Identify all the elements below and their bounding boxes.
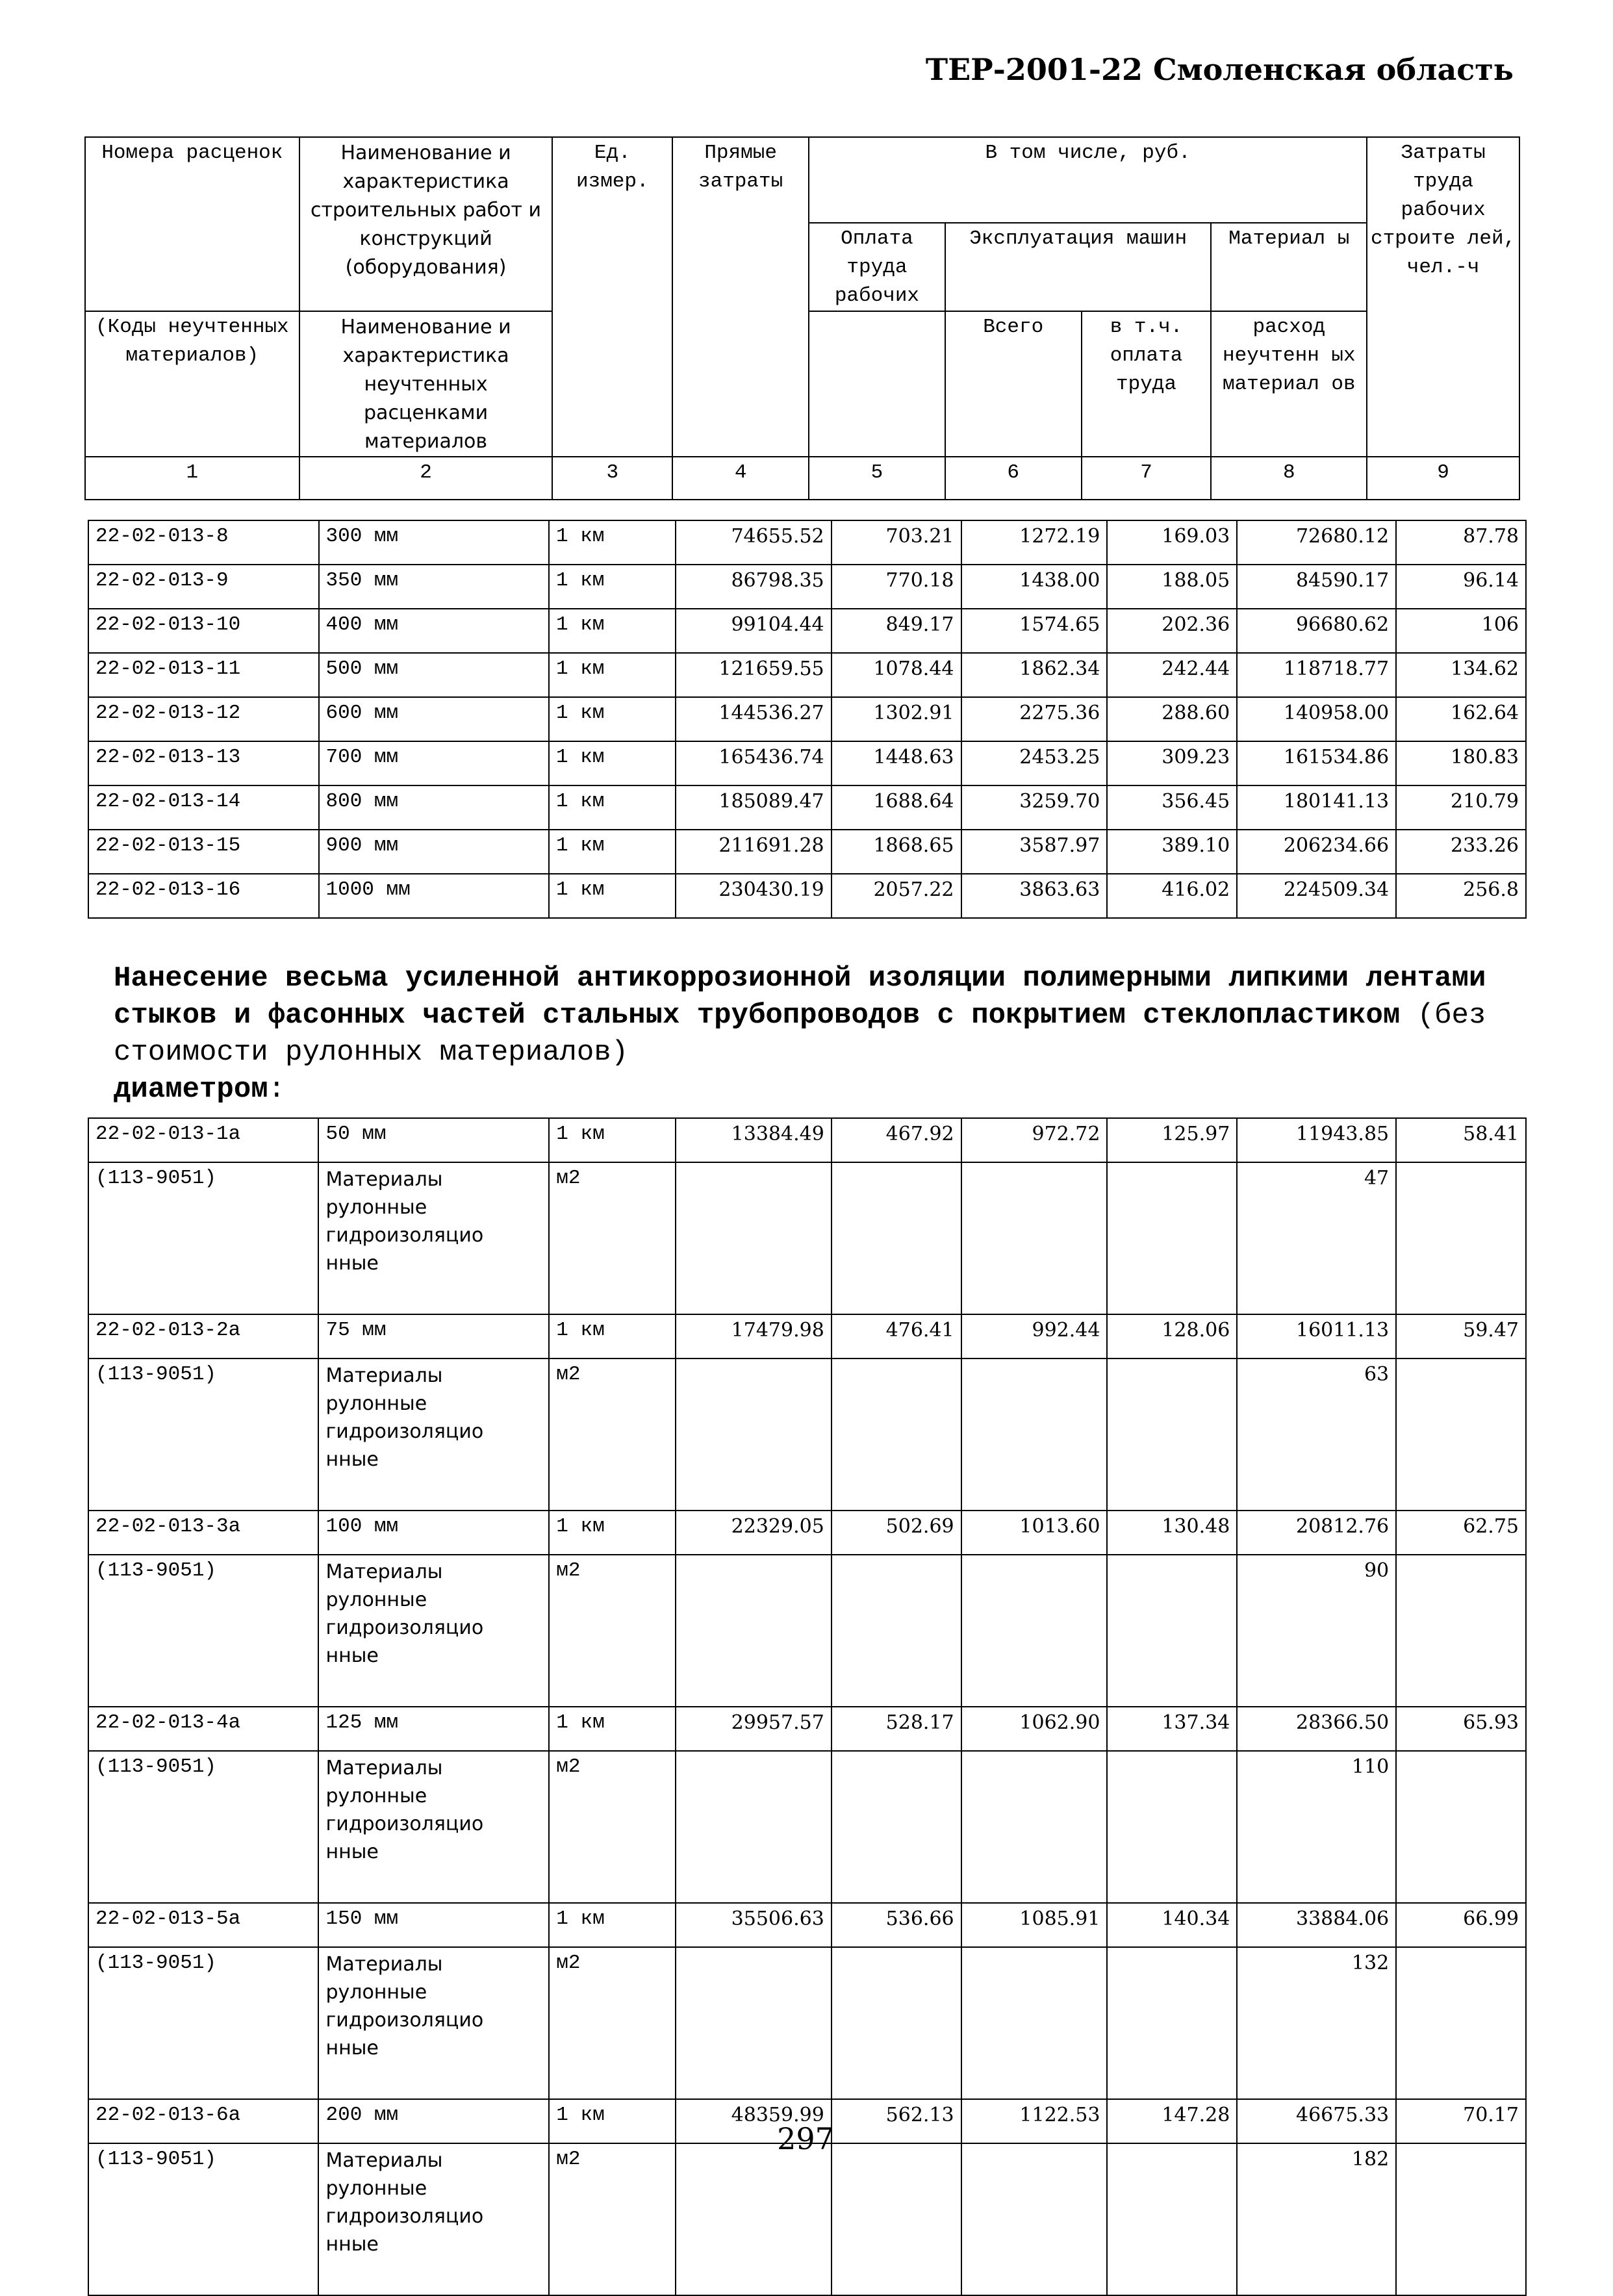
material-cost: 72680.12 — [1237, 520, 1396, 565]
labor-cost: 562.13 — [832, 2099, 961, 2143]
col-number: 4 — [672, 457, 809, 500]
rate-code: 22-02-013-1а — [88, 1118, 318, 1162]
material-cost: 96680.62 — [1237, 609, 1396, 653]
table-row — [88, 697, 1526, 741]
material-name: Материалы рулонные гидроизоляцио нные — [318, 2143, 549, 2295]
material-quantity: 182 — [1237, 2143, 1396, 2295]
empty-cell — [1107, 1947, 1237, 2099]
empty-cell — [676, 2143, 832, 2295]
section-heading — [114, 960, 1491, 1108]
machine-labor-cost: 125.97 — [1107, 1118, 1237, 1162]
col-number: 8 — [1211, 457, 1367, 500]
empty-cell — [832, 1751, 961, 1903]
rate-code: 22-02-013-10 — [88, 609, 319, 653]
table-row — [88, 785, 1526, 830]
unit: 1 км — [549, 1314, 676, 1358]
machine-labor-cost: 389.10 — [1107, 830, 1237, 874]
material-quantity: 132 — [1237, 1947, 1396, 2099]
section-heading-end: диаметром — [114, 1073, 268, 1106]
material-cost: 28366.50 — [1237, 1707, 1396, 1751]
empty-cell — [1107, 1162, 1237, 1314]
labor-cost: 467.92 — [832, 1118, 961, 1162]
material-code: (113-9051) — [88, 1358, 318, 1511]
direct-cost: 35506.63 — [676, 1903, 832, 1947]
table-row — [88, 1903, 1526, 1947]
empty-cell — [676, 1555, 832, 1707]
material-cost: 180141.13 — [1237, 785, 1396, 830]
material-code: (113-9051) — [88, 1555, 318, 1707]
machine-cost: 1438.00 — [961, 565, 1108, 609]
work-name: 600 мм — [319, 697, 550, 741]
material-unit: м2 — [549, 1358, 676, 1511]
table-row — [88, 609, 1526, 653]
rate-code: 22-02-013-3а — [88, 1511, 318, 1555]
labor-cost: 2057.22 — [832, 874, 961, 918]
material-cost: 140958.00 — [1237, 697, 1396, 741]
empty-cell — [1396, 1751, 1526, 1903]
machine-labor-cost: 188.05 — [1107, 565, 1237, 609]
labor-hours: 96.14 — [1396, 565, 1526, 609]
unit: 1 км — [549, 565, 676, 609]
empty-cell — [961, 1555, 1108, 1707]
table-row — [88, 565, 1526, 609]
table-row — [88, 741, 1526, 785]
col-number: 2 — [299, 457, 553, 500]
empty-cell — [676, 1162, 832, 1314]
direct-cost: 211691.28 — [676, 830, 832, 874]
section-heading-note: (без стоимости рулонных материалов) — [114, 999, 1486, 1069]
machine-cost: 1013.60 — [961, 1511, 1108, 1555]
material-unit: м2 — [549, 1751, 676, 1903]
direct-cost: 74655.52 — [676, 520, 832, 565]
labor-hours: 134.62 — [1396, 653, 1526, 697]
col67-header: Эксплуатация машин — [945, 223, 1212, 311]
rate-code: 22-02-013-9 — [88, 565, 319, 609]
work-name: 300 мм — [319, 520, 550, 565]
machine-cost: 992.44 — [961, 1314, 1108, 1358]
machine-labor-cost: 309.23 — [1107, 741, 1237, 785]
rate-code: 22-02-013-16 — [88, 874, 319, 918]
empty-cell — [961, 1358, 1108, 1511]
material-quantity: 63 — [1237, 1358, 1396, 1511]
material-cost: 161534.86 — [1237, 741, 1396, 785]
unit: 1 км — [549, 520, 676, 565]
machine-cost: 1574.65 — [961, 609, 1108, 653]
direct-cost: 48359.99 — [676, 2099, 832, 2143]
material-cost: 118718.77 — [1237, 653, 1396, 697]
labor-hours: 65.93 — [1396, 1707, 1526, 1751]
table-row — [88, 874, 1526, 918]
machine-labor-cost: 140.34 — [1107, 1903, 1237, 1947]
labor-hours: 256.8 — [1396, 874, 1526, 918]
machine-labor-cost: 242.44 — [1107, 653, 1237, 697]
col2-top-header: Наименование и характеристика строительных работ и конструкций (оборудования) — [299, 137, 553, 311]
col-number: 6 — [945, 457, 1082, 500]
direct-cost: 86798.35 — [676, 565, 832, 609]
col7-header: в т.ч. оплата труда — [1082, 311, 1212, 457]
machine-labor-cost: 169.03 — [1107, 520, 1237, 565]
rate-code: 22-02-013-8 — [88, 520, 319, 565]
labor-hours: 70.17 — [1396, 2099, 1526, 2143]
material-cost: 11943.85 — [1237, 1118, 1396, 1162]
machine-labor-cost: 288.60 — [1107, 697, 1237, 741]
machine-cost: 972.72 — [961, 1118, 1108, 1162]
material-name: Материалы рулонные гидроизоляцио нные — [318, 1751, 549, 1903]
work-name: 100 мм — [318, 1511, 549, 1555]
work-name: 125 мм — [318, 1707, 549, 1751]
empty-cell — [676, 1358, 832, 1511]
rate-code: 22-02-013-13 — [88, 741, 319, 785]
material-code: (113-9051) — [88, 1947, 318, 2099]
material-name: Материалы рулонные гидроизоляцио нные — [318, 1358, 549, 1511]
work-name: 800 мм — [319, 785, 550, 830]
unit: 1 км — [549, 874, 676, 918]
empty-cell — [676, 1947, 832, 2099]
empty-cell — [961, 1751, 1108, 1903]
labor-hours: 87.78 — [1396, 520, 1526, 565]
col6-header: Всего — [945, 311, 1082, 457]
table-row — [88, 1511, 1526, 1555]
direct-cost: 17479.98 — [676, 1314, 832, 1358]
col-number: 9 — [1367, 457, 1519, 500]
unit: 1 км — [549, 1707, 676, 1751]
material-unit: м2 — [549, 2143, 676, 2295]
work-name: 400 мм — [319, 609, 550, 653]
work-name: 1000 мм — [319, 874, 550, 918]
material-quantity: 110 — [1237, 1751, 1396, 1903]
direct-cost: 99104.44 — [676, 609, 832, 653]
labor-cost: 502.69 — [832, 1511, 961, 1555]
material-unit: м2 — [549, 1555, 676, 1707]
direct-cost: 29957.57 — [676, 1707, 832, 1751]
machine-cost: 1272.19 — [961, 520, 1108, 565]
work-name: 50 мм — [318, 1118, 549, 1162]
unit: 1 км — [549, 1118, 676, 1162]
empty-cell — [1107, 1358, 1237, 1511]
empty-cell — [832, 1555, 961, 1707]
empty-cell — [832, 2143, 961, 2295]
labor-cost: 1688.64 — [832, 785, 961, 830]
direct-cost: 22329.05 — [676, 1511, 832, 1555]
unit: 1 км — [549, 609, 676, 653]
unit: 1 км — [549, 785, 676, 830]
material-quantity: 47 — [1237, 1162, 1396, 1314]
unit: 1 км — [549, 741, 676, 785]
col-number: 3 — [552, 457, 672, 500]
direct-cost: 13384.49 — [676, 1118, 832, 1162]
material-unit: м2 — [549, 1947, 676, 2099]
col8-top-header: Материал ы — [1211, 223, 1367, 311]
machine-cost: 2275.36 — [961, 697, 1108, 741]
direct-cost: 121659.55 — [676, 653, 832, 697]
empty-cell — [1396, 1947, 1526, 2099]
col-number: 1 — [85, 457, 299, 500]
machine-labor-cost: 137.34 — [1107, 1707, 1237, 1751]
direct-cost: 144536.27 — [676, 697, 832, 741]
section-heading-bold: Нанесение весьма усиленной антикоррозионной изоляции полимерными липкими лентами стыков и фасонных частей стальных трубопроводов с покрытием стеклопластиком — [114, 962, 1486, 1032]
labor-hours: 210.79 — [1396, 785, 1526, 830]
direct-cost: 165436.74 — [676, 741, 832, 785]
labor-hours: 59.47 — [1396, 1314, 1526, 1358]
unit: 1 км — [549, 653, 676, 697]
table-row — [88, 1707, 1526, 1751]
machine-cost: 1862.34 — [961, 653, 1108, 697]
material-code: (113-9051) — [88, 1162, 318, 1314]
machine-cost: 1122.53 — [961, 2099, 1108, 2143]
material-row — [88, 1751, 1526, 1903]
page-number: 297 — [777, 2121, 834, 2156]
labor-cost: 1448.63 — [832, 741, 961, 785]
section-heading-colon: : — [268, 1073, 286, 1106]
machine-cost: 1085.91 — [961, 1903, 1108, 1947]
labor-cost: 1078.44 — [832, 653, 961, 697]
material-name: Материалы рулонные гидроизоляцио нные — [318, 1162, 549, 1314]
material-row — [88, 1555, 1526, 1707]
col4-header: Прямые затраты — [672, 137, 809, 457]
labor-hours: 106 — [1396, 609, 1526, 653]
col5-blank — [809, 311, 945, 457]
empty-cell — [961, 1162, 1108, 1314]
machine-cost: 1062.90 — [961, 1707, 1108, 1751]
labor-hours: 62.75 — [1396, 1511, 1526, 1555]
material-cost: 20812.76 — [1237, 1511, 1396, 1555]
empty-cell — [832, 1947, 961, 2099]
material-cost: 224509.34 — [1237, 874, 1396, 918]
material-cost: 206234.66 — [1237, 830, 1396, 874]
material-row — [88, 1358, 1526, 1511]
material-unit: м2 — [549, 1162, 676, 1314]
material-cost: 84590.17 — [1237, 565, 1396, 609]
table-row — [88, 653, 1526, 697]
machine-labor-cost: 128.06 — [1107, 1314, 1237, 1358]
empty-cell — [961, 1947, 1108, 2099]
material-cost: 33884.06 — [1237, 1903, 1396, 1947]
labor-hours: 233.26 — [1396, 830, 1526, 874]
col1-top-header: Номера расценок — [85, 137, 299, 311]
group-header: В том числе, руб. — [809, 137, 1367, 223]
machine-labor-cost: 202.36 — [1107, 609, 1237, 653]
col8-bottom-header: расход неучтенн ых материал ов — [1211, 311, 1367, 457]
rate-code: 22-02-013-5а — [88, 1903, 318, 1947]
machine-labor-cost: 130.48 — [1107, 1511, 1237, 1555]
empty-cell — [1396, 2143, 1526, 2295]
empty-cell — [961, 2143, 1108, 2295]
material-row — [88, 2143, 1526, 2295]
machine-labor-cost: 416.02 — [1107, 874, 1237, 918]
empty-cell — [1396, 1358, 1526, 1511]
machine-cost: 3587.97 — [961, 830, 1108, 874]
table-row — [88, 830, 1526, 874]
rate-code: 22-02-013-14 — [88, 785, 319, 830]
unit: 1 км — [549, 830, 676, 874]
rate-code: 22-02-013-2а — [88, 1314, 318, 1358]
material-name: Материалы рулонные гидроизоляцио нные — [318, 1555, 549, 1707]
table-row — [88, 520, 1526, 565]
labor-hours: 162.64 — [1396, 697, 1526, 741]
work-name: 700 мм — [319, 741, 550, 785]
material-code: (113-9051) — [88, 2143, 318, 2295]
machine-cost: 3863.63 — [961, 874, 1108, 918]
work-name: 350 мм — [319, 565, 550, 609]
page-title: ТЕР-2001-22 Смоленская область — [925, 52, 1514, 87]
rate-code: 22-02-013-15 — [88, 830, 319, 874]
work-name: 75 мм — [318, 1314, 549, 1358]
table-row — [88, 1118, 1526, 1162]
labor-hours: 58.41 — [1396, 1118, 1526, 1162]
work-name: 200 мм — [318, 2099, 549, 2143]
unit: 1 км — [549, 697, 676, 741]
work-name: 150 мм — [318, 1903, 549, 1947]
col9-header: Затраты труда рабочих строите лей, чел.-ч — [1367, 137, 1519, 457]
rate-code: 22-02-013-12 — [88, 697, 319, 741]
col-number: 5 — [809, 457, 945, 500]
work-name: 900 мм — [319, 830, 550, 874]
labor-cost: 849.17 — [832, 609, 961, 653]
unit: 1 км — [549, 1903, 676, 1947]
machine-labor-cost: 147.28 — [1107, 2099, 1237, 2143]
unit: 1 км — [549, 1511, 676, 1555]
col5-header: Оплата труда рабочих — [809, 223, 945, 311]
material-row — [88, 1947, 1526, 2099]
material-row — [88, 1162, 1526, 1314]
empty-cell — [1107, 2143, 1237, 2295]
material-code: (113-9051) — [88, 1751, 318, 1903]
work-name: 500 мм — [319, 653, 550, 697]
labor-cost: 536.66 — [832, 1903, 961, 1947]
direct-cost: 185089.47 — [676, 785, 832, 830]
labor-cost: 1868.65 — [832, 830, 961, 874]
material-cost: 16011.13 — [1237, 1314, 1396, 1358]
column-header-table — [84, 136, 1520, 500]
labor-cost: 528.17 — [832, 1707, 961, 1751]
machine-cost: 2453.25 — [961, 741, 1108, 785]
labor-cost: 703.21 — [832, 520, 961, 565]
labor-cost: 770.18 — [832, 565, 961, 609]
material-name: Материалы рулонные гидроизоляцио нные — [318, 1947, 549, 2099]
empty-cell — [676, 1751, 832, 1903]
table-row — [88, 1314, 1526, 1358]
col2-bottom-header: Наименование и характеристика неучтенных расценками материалов — [299, 311, 553, 457]
material-cost: 46675.33 — [1237, 2099, 1396, 2143]
material-quantity: 90 — [1237, 1555, 1396, 1707]
machine-labor-cost: 356.45 — [1107, 785, 1237, 830]
direct-cost: 230430.19 — [676, 874, 832, 918]
rate-code: 22-02-013-11 — [88, 653, 319, 697]
labor-cost: 1302.91 — [832, 697, 961, 741]
empty-cell — [1107, 1555, 1237, 1707]
empty-cell — [832, 1358, 961, 1511]
empty-cell — [1107, 1751, 1237, 1903]
col-number: 7 — [1082, 457, 1212, 500]
rates-table-2 — [88, 1117, 1527, 2296]
empty-cell — [1396, 1162, 1526, 1314]
col3-header: Ед. измер. — [552, 137, 672, 457]
rate-code: 22-02-013-6а — [88, 2099, 318, 2143]
labor-cost: 476.41 — [832, 1314, 961, 1358]
rate-code: 22-02-013-4а — [88, 1707, 318, 1751]
col1-bottom-header: (Коды неучтенных материалов) — [85, 311, 299, 457]
labor-hours: 180.83 — [1396, 741, 1526, 785]
unit: 1 км — [549, 2099, 676, 2143]
machine-cost: 3259.70 — [961, 785, 1108, 830]
empty-cell — [1396, 1555, 1526, 1707]
rates-table-1 — [88, 520, 1527, 919]
labor-hours: 66.99 — [1396, 1903, 1526, 1947]
empty-cell — [832, 1162, 961, 1314]
